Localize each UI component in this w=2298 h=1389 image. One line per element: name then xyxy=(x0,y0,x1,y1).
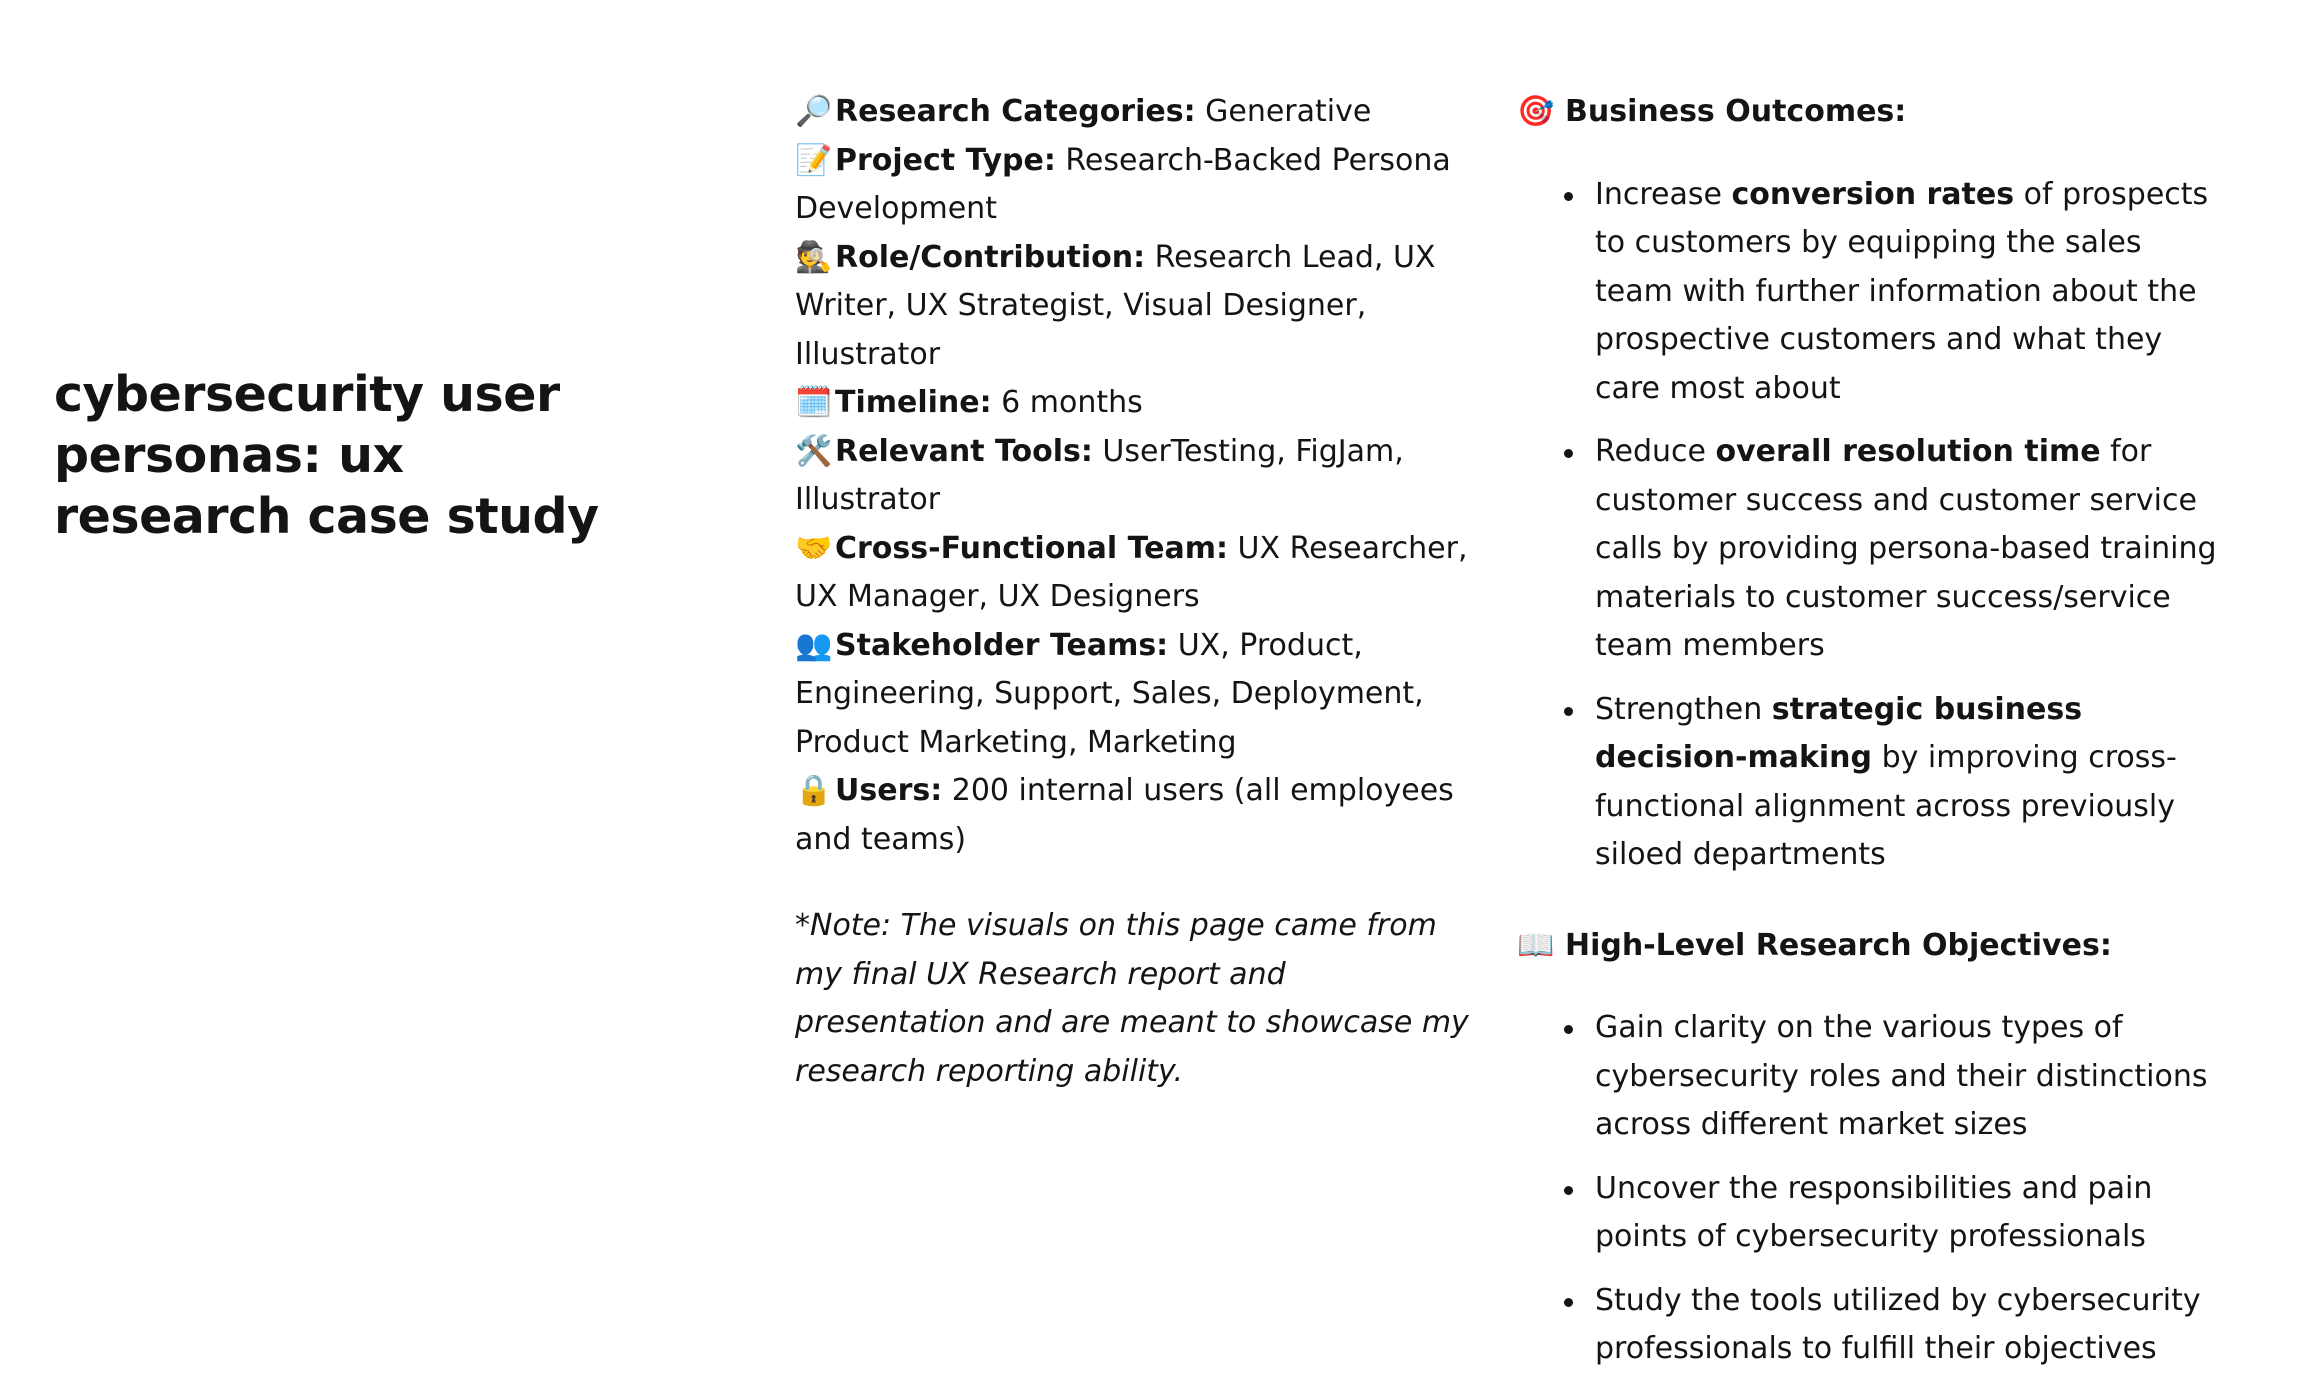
meta-value: Research Lead, UX Writer, UX Strategist, Visual Designer, Illustrator xyxy=(795,239,1436,372)
bullet-text: Gain clarity on the various types of cybersecurity roles and their distinctions across different market sizes xyxy=(1595,1010,2208,1142)
meta-cross-functional-team xyxy=(795,525,1475,622)
meta-label: Relevant Tools: xyxy=(835,433,1093,469)
bullet-dot xyxy=(1564,1025,1573,1034)
bullet-text: by improving cross-functional alignment across previously siloed departments xyxy=(1595,740,2177,872)
business-outcomes-list xyxy=(1517,171,2217,880)
bullet-dot xyxy=(1564,1186,1573,1195)
meta-research-categories xyxy=(795,88,1475,137)
bullet-emphasis: strategic business decision-making xyxy=(1595,691,2083,775)
heading-text: Business Outcomes: xyxy=(1565,94,1907,129)
memo-icon: 📝 xyxy=(795,142,833,178)
page-title: cybersecurity user personas: ux research case study xyxy=(54,366,599,545)
bullet-text: of prospects to customers by equipping the sales team with further information about the prospective customers and what they care most about xyxy=(1595,176,2209,406)
list-item xyxy=(1595,1165,2217,1262)
business-outcomes-heading xyxy=(1517,88,2217,137)
bullet-text: for customer success and customer service calls by providing persona-based training materials to customer success/service team members xyxy=(1595,434,2217,663)
research-objectives-heading xyxy=(1517,922,2217,971)
calendar-icon: 🗓️ xyxy=(795,385,833,420)
meta-value: Generative xyxy=(1195,94,1372,129)
handshake-icon: 🤝 xyxy=(795,530,833,566)
bullet-text: Increase xyxy=(1595,176,1732,212)
meta-value: UX, Product, Engineering, Support, Sales, Deployment, Product Marketing, Marketing xyxy=(795,627,1424,760)
meta-value: 200 internal users (all employees and teams) xyxy=(795,773,1454,857)
open-book-icon: 📖 xyxy=(1517,927,1555,963)
visuals-note: *Note: The visuals on this page came from my final UX Research report and presentation and are meant to showcase my research reporting ability. xyxy=(795,908,1469,1089)
list-item xyxy=(1595,1277,2217,1374)
meta-label: Stakeholder Teams: xyxy=(835,627,1169,663)
meta-value: UserTesting, FigJam, Illustrator xyxy=(795,433,1404,517)
meta-stakeholder-teams xyxy=(795,622,1475,768)
bullet-text: Strengthen xyxy=(1595,691,1772,727)
bullet-dot xyxy=(1564,707,1573,716)
meta-relevant-tools xyxy=(795,428,1475,525)
list-item xyxy=(1595,428,2217,671)
meta-label: Users: xyxy=(835,773,943,808)
meta-label: Cross-Functional Team: xyxy=(835,530,1228,566)
meta-value: 6 months xyxy=(991,385,1143,420)
research-objectives-list xyxy=(1517,1004,2217,1374)
meta-label: Timeline: xyxy=(835,385,992,420)
outcomes-and-objectives xyxy=(1517,88,2217,1389)
meta-role-contribution xyxy=(795,234,1475,380)
bullet-emphasis: overall resolution time xyxy=(1715,434,2101,469)
list-item xyxy=(1595,686,2217,880)
detective-icon: 🕵️ xyxy=(795,239,833,275)
meta-timeline xyxy=(795,379,1475,428)
bullet-emphasis: conversion rates xyxy=(1731,176,2015,212)
meta-project-type xyxy=(795,137,1475,234)
meta-value: Research-Backed Persona Development xyxy=(795,142,1451,226)
meta-label: Role/Contribution: xyxy=(835,239,1146,275)
target-icon: 🎯 xyxy=(1517,94,1555,129)
bullet-dot xyxy=(1564,1298,1573,1307)
list-item xyxy=(1595,171,2217,414)
magnifying-glass-icon: 🔎 xyxy=(795,94,833,129)
bullet-text: Reduce xyxy=(1595,434,1716,469)
lock-icon: 🔒 xyxy=(795,773,833,808)
bullet-text: Uncover the responsibilities and pain points of cybersecurity professionals xyxy=(1595,1170,2153,1254)
bullet-text: Study the tools utilized by cybersecurity professionals to fulfill their objectives xyxy=(1595,1282,2201,1366)
meta-users xyxy=(795,767,1475,864)
list-item xyxy=(1595,1004,2217,1150)
people-icon: 👥 xyxy=(795,627,833,663)
tools-icon: 🛠️ xyxy=(795,433,833,469)
bullet-dot xyxy=(1564,192,1573,201)
heading-text: High-Level Research Objectives: xyxy=(1565,927,2112,963)
project-metadata xyxy=(795,88,1475,1096)
bullet-dot xyxy=(1564,449,1573,458)
meta-label: Project Type: xyxy=(835,142,1056,178)
meta-value: UX Researcher, UX Manager, UX Designers xyxy=(795,530,1468,614)
meta-label: Research Categories: xyxy=(835,94,1196,129)
